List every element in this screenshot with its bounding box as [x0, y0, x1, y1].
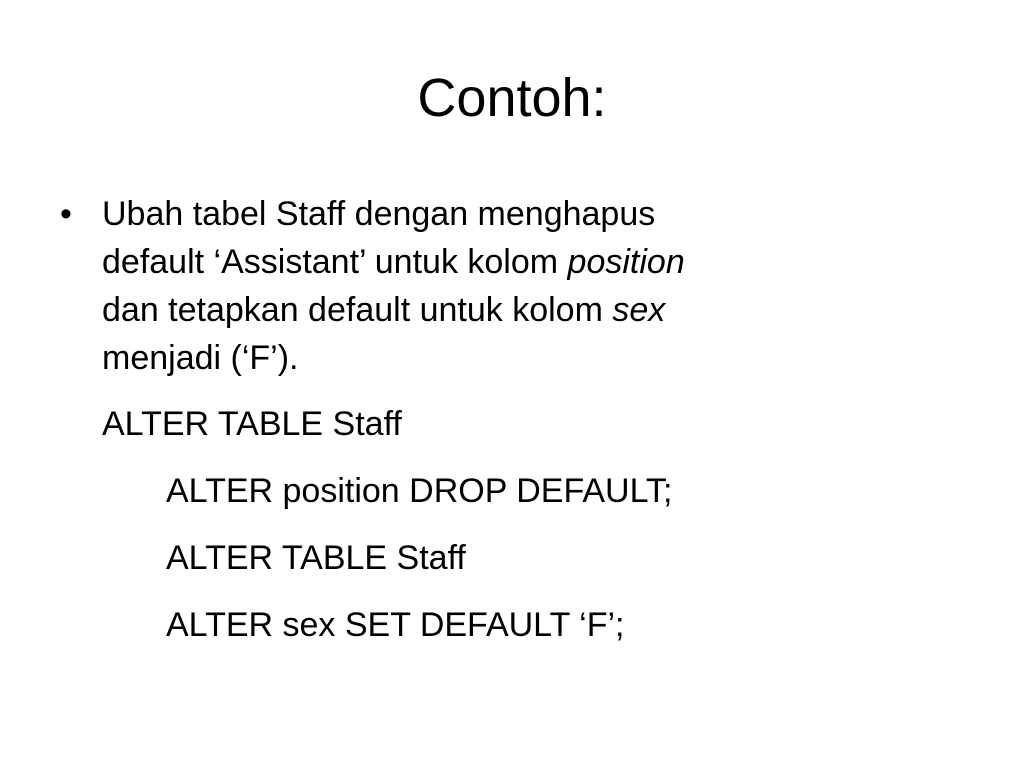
emphasis-position: position [567, 243, 685, 281]
code-line-2: ALTER position DROP DEFAULT; [166, 472, 673, 510]
bullet-item [60, 190, 960, 382]
code-line-1: ALTER TABLE Staff [102, 405, 402, 443]
bullet-line-4: menjadi (‘F’). [102, 339, 299, 377]
code-line-3: ALTER TABLE Staff [166, 539, 466, 577]
slide-body [60, 190, 960, 649]
bullet-text [102, 190, 960, 382]
code-line-4: ALTER sex SET DEFAULT ‘F’; [166, 606, 625, 644]
slide-title: Contoh: [417, 68, 607, 128]
bullet-line-2-text: default ‘Assistant’ untuk kolom [102, 243, 568, 281]
bullet-line-2 [102, 238, 960, 286]
bullet-line-3-text: dan tetapkan default untuk kolom [102, 291, 613, 329]
bullet-line-1: Ubah tabel Staff dengan menghapus [102, 195, 656, 233]
bullet-line-3 [102, 286, 960, 334]
emphasis-sex: sex [612, 291, 666, 329]
bullet-dot: • [60, 195, 72, 233]
